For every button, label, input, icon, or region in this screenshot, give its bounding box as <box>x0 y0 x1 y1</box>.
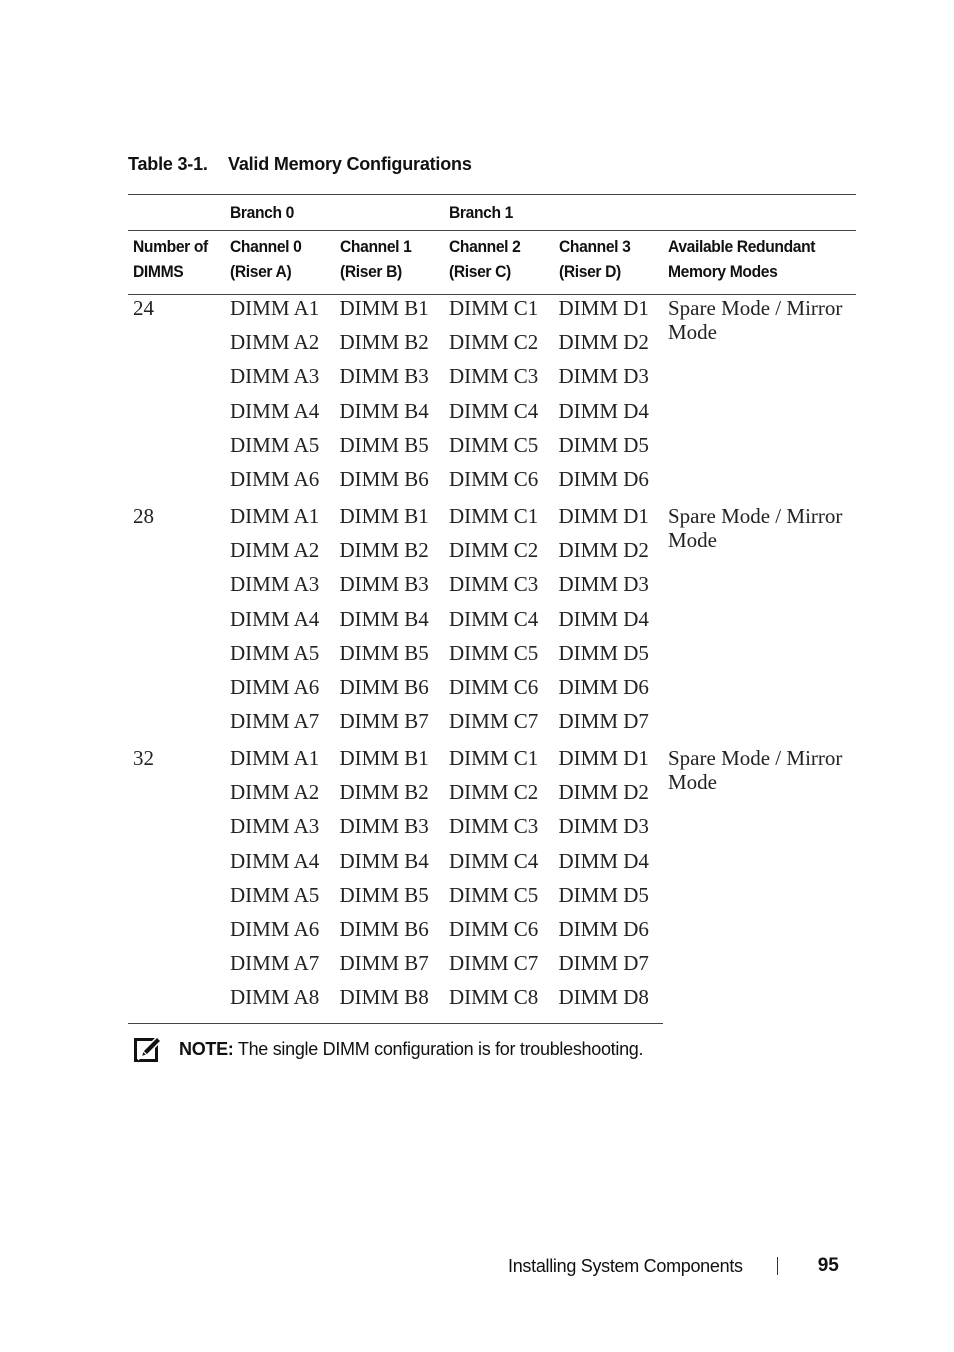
dimm-slot-cell: DIMM D1 <box>558 746 649 771</box>
dimm-slot-cell: DIMM A2 <box>230 780 320 805</box>
dimm-slot-cell: DIMM B3 <box>339 572 429 597</box>
dimm-count-cell <box>128 399 225 433</box>
dimm-slot-cell: DIMM C2 <box>449 330 539 355</box>
dimm-count-cell <box>128 709 225 745</box>
dimm-slot-cell: DIMM A1 <box>230 503 320 528</box>
note-pencil-icon <box>133 1035 163 1063</box>
dimm-slot-cell: DIMM D1 <box>558 296 649 320</box>
dimm-slot-cell: DIMM B4 <box>339 606 429 631</box>
dimm-slot-cell: DIMM A8 <box>225 985 335 1024</box>
branch-header-cell <box>663 195 856 231</box>
dimm-count-cell <box>128 364 225 398</box>
dimm-slot-cell: DIMM D5 <box>558 640 649 665</box>
dimm-slot-cell: DIMM D4 <box>558 398 649 423</box>
table-row <box>128 503 856 538</box>
dimm-slot-cell: DIMM A4 <box>230 606 320 631</box>
dimm-count-cell <box>128 641 225 675</box>
dimm-count-cell <box>128 330 225 364</box>
dimm-slot-cell: DIMM C1 <box>449 296 539 320</box>
dimm-count-cell: 28 <box>133 503 154 528</box>
dimm-slot-cell: DIMM A5 <box>230 882 320 907</box>
table-number: Table 3-1. <box>128 154 208 174</box>
dimm-slot-cell: DIMM C6 <box>449 466 539 491</box>
note <box>133 1035 643 1063</box>
page-number: 95 <box>817 1255 839 1276</box>
branch-header-cell <box>554 195 664 231</box>
dimm-slot-cell: DIMM A1 <box>230 746 320 771</box>
footer-divider <box>777 1257 778 1275</box>
dimm-slot-cell: DIMM B5 <box>339 640 429 665</box>
dimm-slot-cell: DIMM C7 <box>449 951 539 976</box>
dimm-slot-cell: DIMM B6 <box>339 674 429 699</box>
dimm-slot-cell: DIMM D8 <box>554 985 664 1024</box>
column-header: Channel 0 (Riser A) <box>225 231 335 295</box>
column-header: Channel 2 (Riser C) <box>444 231 554 295</box>
dimm-slot-cell: DIMM B2 <box>339 780 429 805</box>
dimm-count-cell <box>128 780 225 814</box>
dimm-count-cell <box>128 572 225 606</box>
dimm-slot-cell: DIMM B4 <box>339 848 429 873</box>
dimm-slot-cell: DIMM A5 <box>230 640 320 665</box>
dimm-slot-cell: DIMM C6 <box>449 674 539 699</box>
table-title: Valid Memory Configurations <box>228 154 472 174</box>
dimm-count-cell <box>128 814 225 848</box>
note-label: NOTE: <box>179 1038 234 1059</box>
dimm-count-cell: 24 <box>133 296 154 320</box>
branch-header-row <box>128 195 856 231</box>
branch-header-cell <box>335 195 445 231</box>
dimm-slot-cell: DIMM A5 <box>230 432 320 457</box>
dimm-slot-cell: DIMM B6 <box>339 917 429 941</box>
dimm-slot-cell: DIMM B1 <box>339 746 429 771</box>
dimm-slot-cell: DIMM B3 <box>339 364 429 389</box>
dimm-slot-cell: DIMM C4 <box>449 398 539 423</box>
dimm-slot-cell: DIMM B4 <box>339 398 429 423</box>
dimm-slot-cell: DIMM A6 <box>230 674 320 699</box>
page-footer <box>508 1255 856 1277</box>
dimm-slot-cell: DIMM A4 <box>230 848 320 873</box>
table-row <box>128 745 856 780</box>
footer-section-title: Installing System Components <box>508 1255 743 1276</box>
dimm-slot-cell: DIMM B1 <box>339 296 429 320</box>
dimm-count-cell <box>128 433 225 467</box>
table-body <box>128 295 856 1024</box>
dimm-slot-cell: DIMM C3 <box>449 572 539 597</box>
dimm-slot-cell: DIMM B5 <box>339 882 429 907</box>
dimm-slot-cell: DIMM D3 <box>558 814 649 839</box>
dimm-slot-cell: DIMM A6 <box>230 466 320 491</box>
dimm-slot-cell: DIMM D1 <box>558 503 649 528</box>
dimm-slot-cell: DIMM C5 <box>449 432 539 457</box>
dimm-slot-cell: DIMM C7 <box>449 709 539 734</box>
note-text: The single DIMM configuration is for troubleshooting. <box>237 1038 644 1059</box>
dimm-count-cell <box>128 985 225 1024</box>
dimm-slot-cell: DIMM C3 <box>449 364 539 389</box>
dimm-slot-cell: DIMM D4 <box>558 606 649 631</box>
dimm-slot-cell: DIMM C2 <box>449 780 539 805</box>
redundant-mode-cell: Spare Mode / Mirror Mode <box>668 746 843 795</box>
dimm-slot-cell: DIMM C5 <box>449 640 539 665</box>
dimm-slot-cell: DIMM A7 <box>230 951 320 976</box>
branch-header-cell: Branch 0 <box>225 195 335 231</box>
dimm-slot-cell: DIMM D3 <box>558 572 649 597</box>
dimm-slot-cell: DIMM B8 <box>335 985 445 1024</box>
dimm-slot-cell: DIMM C8 <box>444 985 554 1024</box>
branch-header-cell: Branch 1 <box>444 195 554 231</box>
dimm-count-cell <box>128 917 225 951</box>
dimm-slot-cell: DIMM C4 <box>449 606 539 631</box>
dimm-slot-cell: DIMM D5 <box>558 432 649 457</box>
memory-config-table <box>128 194 856 1024</box>
dimm-slot-cell: DIMM A6 <box>230 917 320 941</box>
redundant-mode-cell: Spare Mode / Mirror Mode <box>668 503 843 552</box>
dimm-slot-cell: DIMM A7 <box>230 709 320 734</box>
dimm-count-cell <box>128 538 225 572</box>
dimm-slot-cell: DIMM D2 <box>558 330 649 355</box>
dimm-slot-cell: DIMM B2 <box>339 538 429 563</box>
dimm-slot-cell: DIMM A3 <box>230 814 320 839</box>
dimm-slot-cell: DIMM A1 <box>230 296 320 320</box>
dimm-slot-cell: DIMM D2 <box>558 538 649 563</box>
dimm-slot-cell: DIMM C5 <box>449 882 539 907</box>
column-header: Number of DIMMS <box>128 231 225 295</box>
dimm-slot-cell: DIMM C3 <box>449 814 539 839</box>
dimm-count-cell <box>128 849 225 883</box>
dimm-slot-cell: DIMM D2 <box>558 780 649 805</box>
table-row <box>128 295 856 331</box>
dimm-slot-cell: DIMM D3 <box>558 364 649 389</box>
dimm-count-cell <box>128 607 225 641</box>
dimm-slot-cell: DIMM D6 <box>558 917 649 941</box>
dimm-slot-cell: DIMM C2 <box>449 538 539 563</box>
dimm-count-cell: 32 <box>133 746 154 771</box>
branch-header-cell <box>128 195 225 231</box>
dimm-slot-cell: DIMM D7 <box>558 951 649 976</box>
column-header: Channel 3 (Riser D) <box>554 231 664 295</box>
dimm-slot-cell: DIMM A4 <box>230 398 320 423</box>
dimm-count-cell <box>128 951 225 985</box>
redundant-mode-cell: Spare Mode / Mirror Mode <box>668 296 843 344</box>
dimm-count-cell <box>128 467 225 503</box>
dimm-slot-cell: DIMM A3 <box>230 572 320 597</box>
dimm-slot-cell: DIMM C4 <box>449 848 539 873</box>
dimm-slot-cell: DIMM B3 <box>339 814 429 839</box>
dimm-slot-cell: DIMM D4 <box>558 848 649 873</box>
column-header: Channel 1 (Riser B) <box>335 231 445 295</box>
dimm-slot-cell: DIMM D6 <box>558 466 649 491</box>
dimm-slot-cell: DIMM B1 <box>339 503 429 528</box>
dimm-count-cell <box>128 883 225 917</box>
dimm-slot-cell: DIMM D6 <box>558 674 649 699</box>
dimm-slot-cell: DIMM A2 <box>230 330 320 355</box>
dimm-slot-cell: DIMM C1 <box>449 746 539 771</box>
dimm-slot-cell: DIMM D5 <box>558 882 649 907</box>
column-header: Available Redundant Memory Modes <box>663 231 856 295</box>
dimm-slot-cell: DIMM C1 <box>449 503 539 528</box>
dimm-slot-cell: DIMM B7 <box>339 951 429 976</box>
column-header-row <box>128 231 856 295</box>
dimm-slot-cell: DIMM B2 <box>339 330 429 355</box>
dimm-count-cell <box>128 675 225 709</box>
dimm-slot-cell: DIMM A3 <box>230 364 320 389</box>
dimm-slot-cell: DIMM B7 <box>339 709 429 734</box>
dimm-slot-cell: DIMM A2 <box>230 538 320 563</box>
table-caption <box>128 154 472 175</box>
dimm-slot-cell: DIMM C6 <box>449 917 539 941</box>
dimm-slot-cell: DIMM D7 <box>558 709 649 734</box>
dimm-slot-cell: DIMM B5 <box>339 432 429 457</box>
dimm-slot-cell: DIMM B6 <box>339 466 429 491</box>
